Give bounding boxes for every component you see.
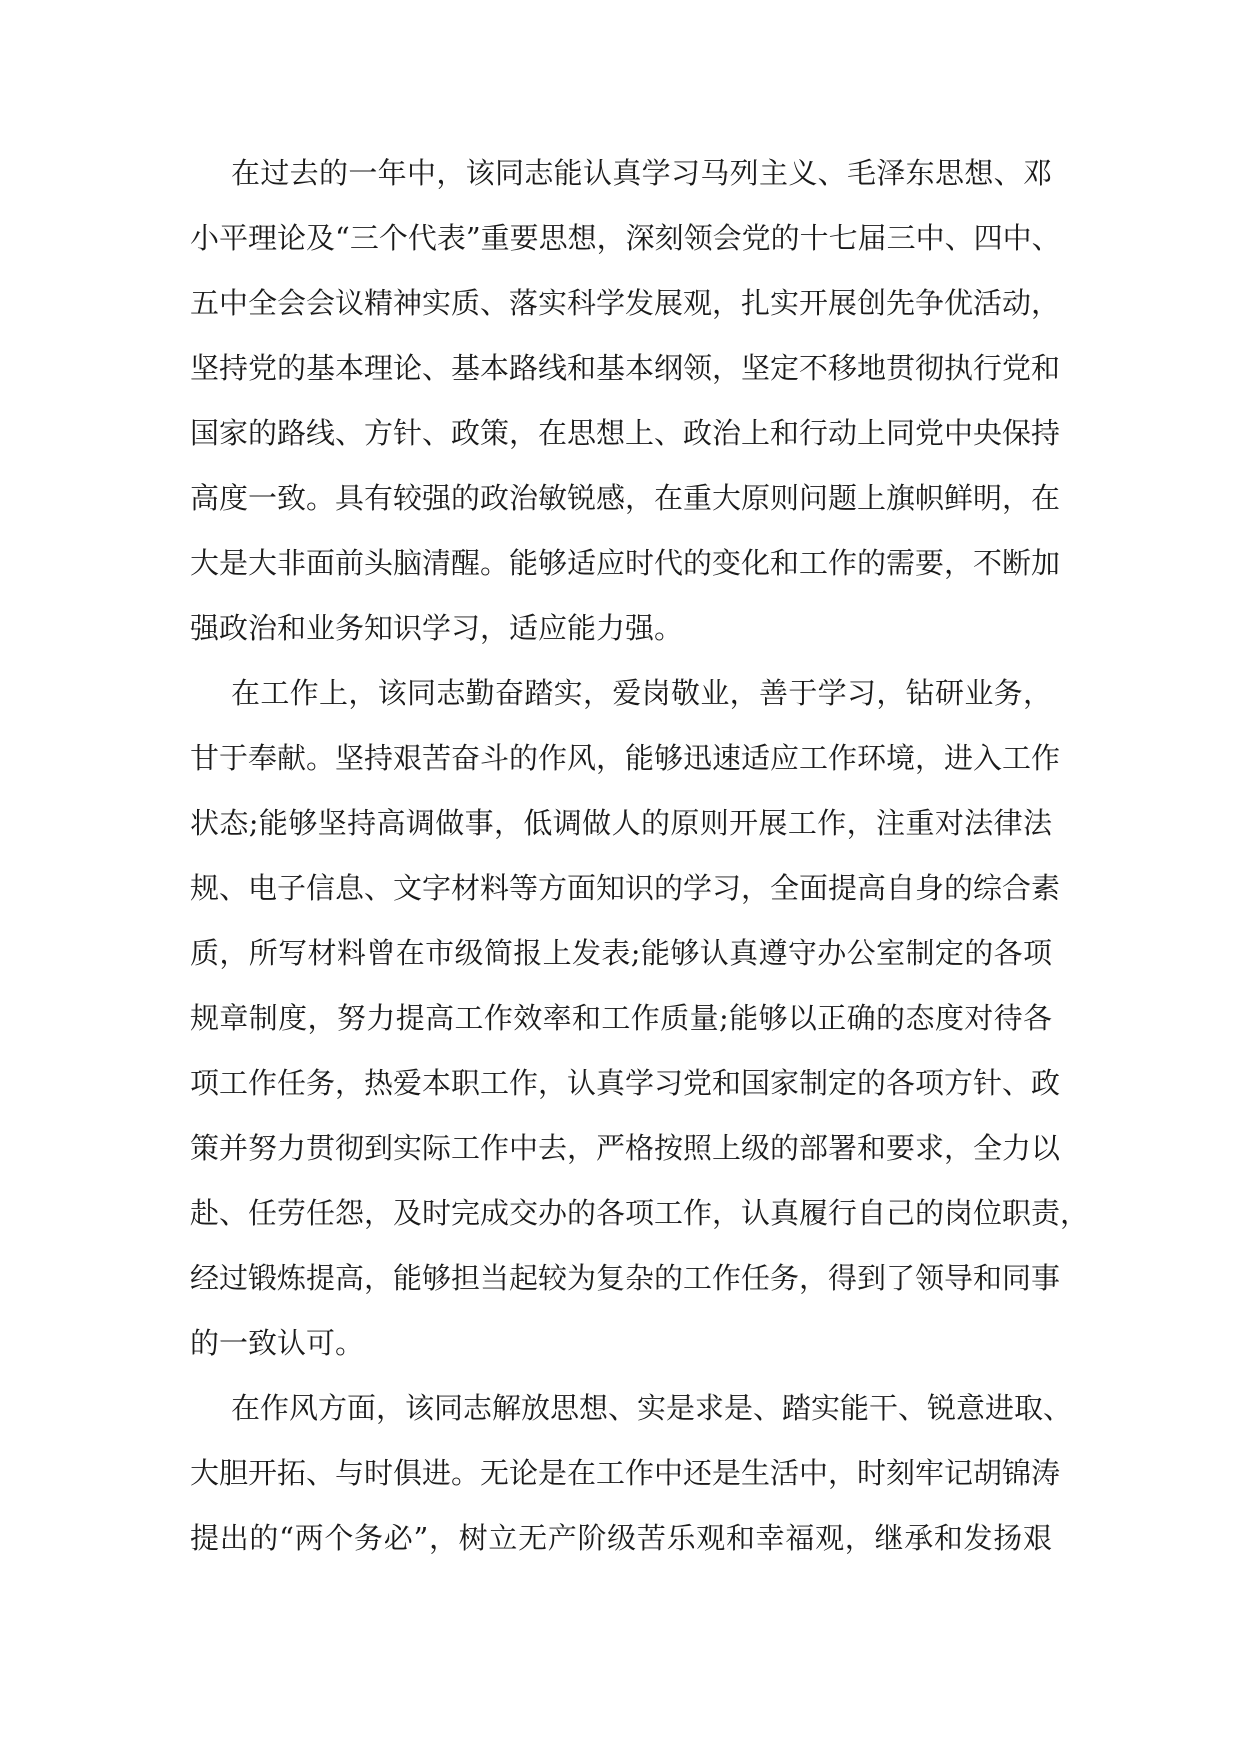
- text-line: 在作风方面，该同志解放思想、实是求是、踏实能干、锐意进取、: [231, 1391, 1073, 1425]
- text-line: 赴、任劳任怨，及时完成交办的各项工作，认真履行自己的岗位职责，: [190, 1196, 1090, 1230]
- text-line: 在工作上，该同志勤奋踏实，爱岗敬业，善于学习，钻研业务，: [231, 676, 1052, 710]
- text-line: 规章制度，努力提高工作效率和工作质量;能够以正确的态度对待各: [190, 1001, 1052, 1035]
- text-line: 强政治和业务知识学习，适应能力强。: [190, 611, 684, 645]
- text-line: 国家的路线、方针、政策，在思想上、政治上和行动上同党中央保持: [190, 416, 1061, 450]
- text-line: 质，所写材料曾在市级简报上发表;能够认真遵守办公室制定的各项: [190, 936, 1052, 970]
- text-line: 提出的“两个务必”，树立无产阶级苦乐观和幸福观，继承和发扬艰: [190, 1521, 1052, 1555]
- text-line: 大是大非面前头脑清醒。能够适应时代的变化和工作的需要，不断加: [190, 546, 1061, 580]
- text-line: 策并努力贯彻到实际工作中去，严格按照上级的部署和要求，全力以: [190, 1131, 1061, 1165]
- text-line: 项工作任务，热爱本职工作，认真学习党和国家制定的各项方针、政: [190, 1066, 1061, 1100]
- document-page: [190, 152, 1090, 1582]
- text-line: 在过去的一年中，该同志能认真学习马列主义、毛泽东思想、邓: [231, 156, 1052, 190]
- text-line: 小平理论及“三个代表”重要思想，深刻领会党的十七届三中、四中、: [190, 221, 1061, 255]
- text-line: 的一致认可。: [190, 1326, 365, 1360]
- text-line: 高度一致。具有较强的政治敏锐感，在重大原则问题上旗帜鲜明，在: [190, 481, 1061, 515]
- text-line: 大胆开拓、与时俱进。无论是在工作中还是生活中，时刻牢记胡锦涛: [190, 1456, 1061, 1490]
- paragraph-3: [190, 1387, 1073, 1582]
- text-line: 经过锻炼提高，能够担当起较为复杂的工作任务，得到了领导和同事: [190, 1261, 1061, 1295]
- text-line: 坚持党的基本理论、基本路线和基本纲领，坚定不移地贯彻执行党和: [190, 351, 1061, 385]
- paragraph-2: [190, 672, 1090, 1387]
- text-line: 甘于奉献。坚持艰苦奋斗的作风，能够迅速适应工作环境，进入工作: [190, 741, 1061, 775]
- text-line: 状态;能够坚持高调做事，低调做人的原则开展工作，注重对法律法: [190, 806, 1052, 840]
- paragraph-1: [190, 152, 1061, 672]
- text-line: 五中全会会议精神实质、落实科学发展观，扎实开展创先争优活动，: [190, 286, 1061, 320]
- text-line: 规、电子信息、文字材料等方面知识的学习，全面提高自身的综合素: [190, 871, 1061, 905]
